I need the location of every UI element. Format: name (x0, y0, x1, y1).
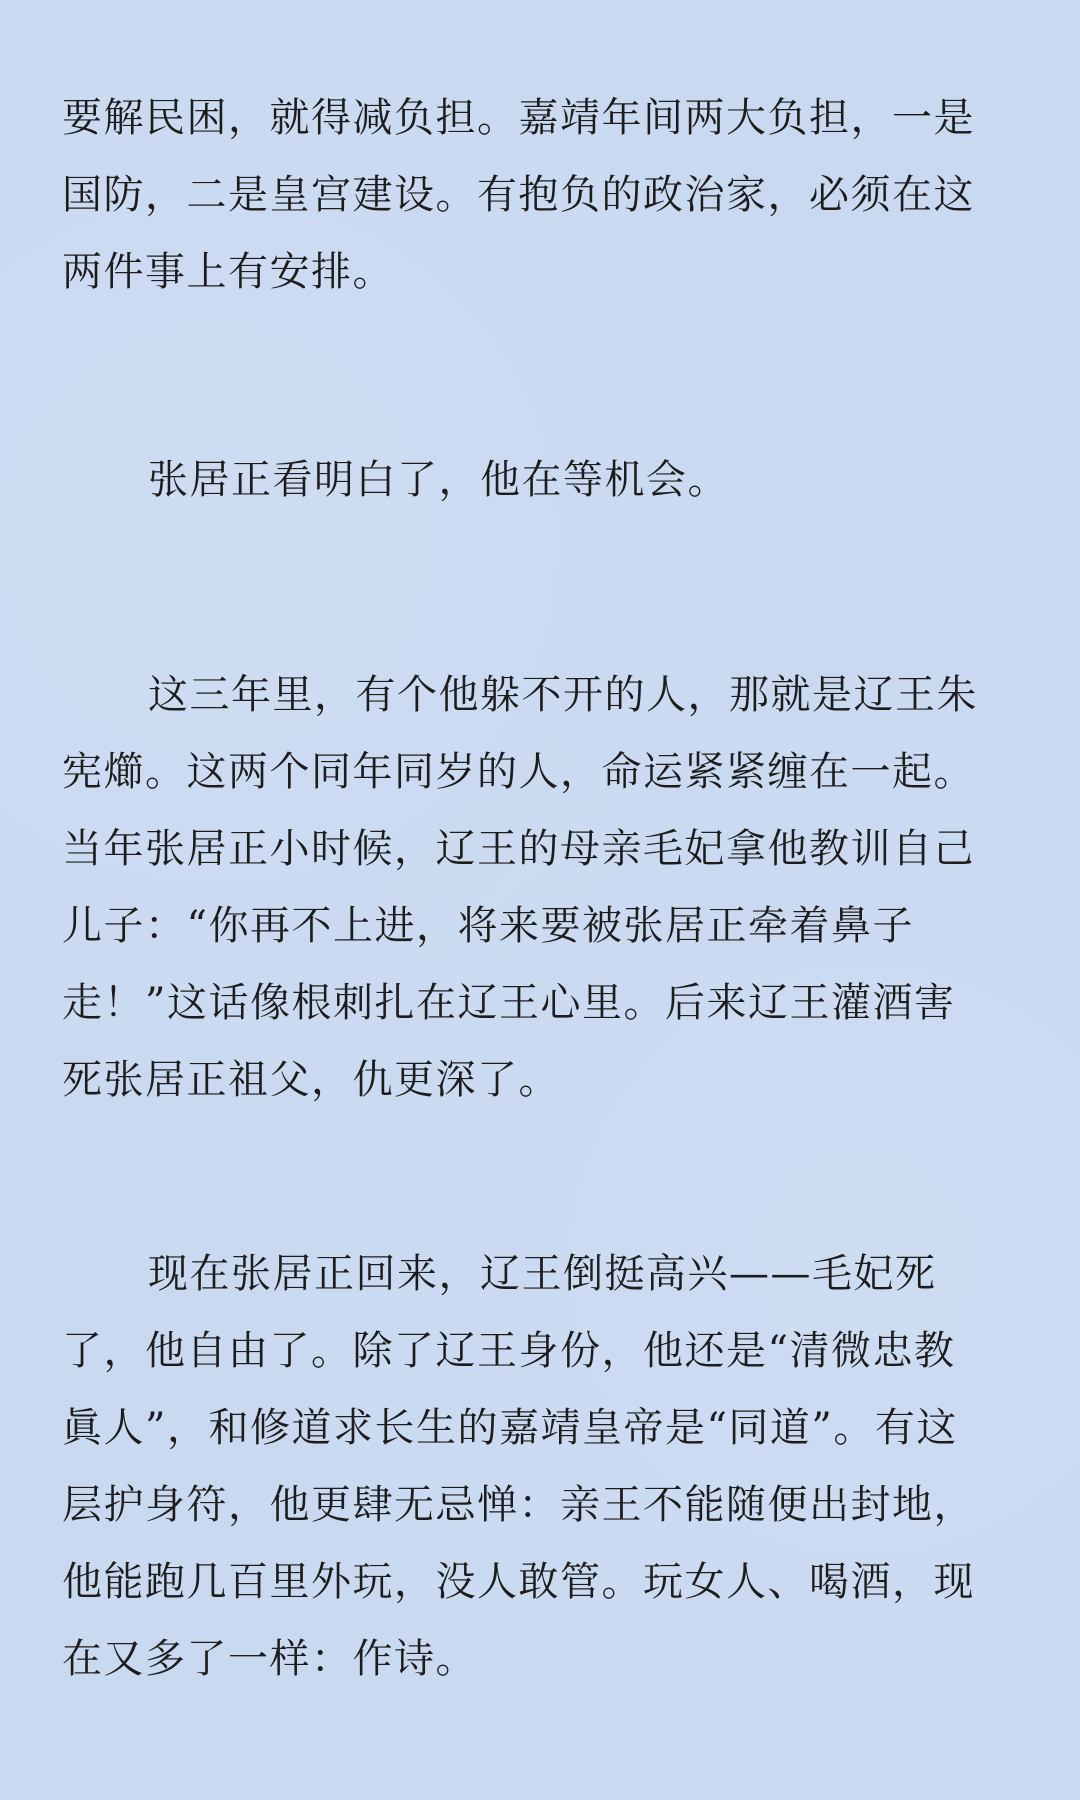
text-line: 这三年里，有个他躲不开的人，那就是辽王朱 (148, 672, 978, 718)
text-line: 要解民困，就得减负担。嘉靖年间两大负担，一是 (62, 95, 975, 141)
paragraph-2 (62, 442, 1018, 519)
text-line: 宪㸅。这两个同年同岁的人，命运紧紧缠在一起。 (62, 749, 975, 795)
paragraph-4 (62, 1236, 1018, 1698)
text-line: 现在张居正回来，辽王倒挺高兴——毛妃死 (148, 1251, 937, 1297)
text-line: 国防，二是皇宫建设。有抱负的政治家，必须在这 (62, 172, 975, 218)
text-line: 他能跑几百里外玩，没人敢管。玩女人、喝酒，现 (62, 1559, 975, 1605)
text-line: 走！”这话像根刺扎在辽王心里。后来辽王灌酒害 (62, 980, 956, 1026)
paragraph-3 (62, 657, 1018, 1119)
text-line: 眞人”，和修道求长生的嘉靖皇帝是“同道”。有这 (62, 1405, 958, 1451)
text-line: 层护身符，他更肆无忌惮：亲王不能随便出封地， (62, 1482, 975, 1528)
text-line: 儿子：“你再不上进，将来要被张居正牵着鼻子 (62, 903, 914, 949)
text-line: 张居正看明白了，他在等机会。 (148, 457, 729, 503)
text-line: 在又多了一样：作诗。 (62, 1636, 477, 1682)
text-line: 死张居正祖父，仇更深了。 (62, 1057, 560, 1103)
text-line: 两件事上有安排。 (62, 249, 394, 295)
paragraph-1 (62, 80, 1018, 311)
text-line: 当年张居正小时候，辽王的母亲毛妃拿他教训自己 (62, 826, 975, 872)
text-line: 了，他自由了。除了辽王身份，他还是“清微忠教 (62, 1328, 956, 1374)
